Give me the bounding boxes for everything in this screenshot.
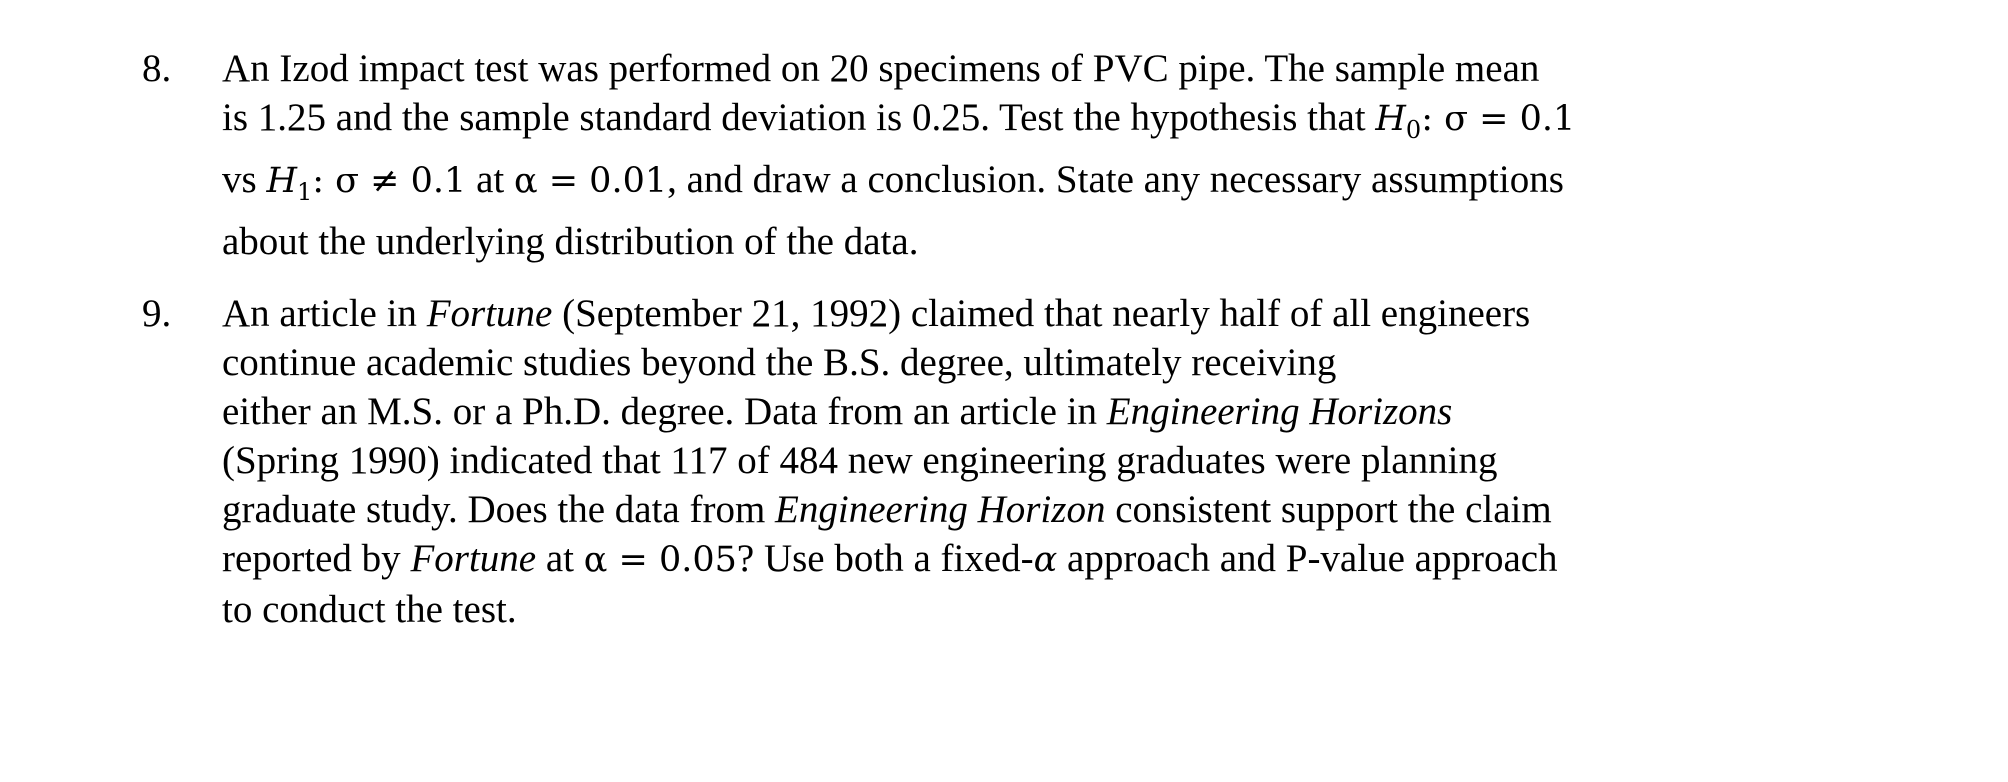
text-segment: continue academic studies beyond the B.S. degree, ultimately receiving [222,341,1337,384]
math-symbol: H [266,161,297,201]
alternative-hypothesis [266,161,467,206]
problem-line [222,485,1752,534]
text-segment: reported by [222,537,411,580]
math-symbol: H [1375,99,1406,139]
text-segment: at [466,158,514,201]
problem-number: 9. [142,292,172,335]
text-segment: (September 21, 1992) claimed that nearly half of all engineers [552,292,1531,335]
problem-line [222,534,1752,585]
text-segment: , and draw a conclusion. State any necessary assumptions [667,158,1564,201]
problem-line [222,217,1752,266]
math-symbol: α [1033,540,1058,580]
math-expression: : σ ≠ 0.1 [312,161,467,201]
text-segment: vs [222,158,267,201]
null-hypothesis [1375,99,1576,144]
text-segment: An article in [222,292,427,335]
problem-9 [142,289,1752,634]
problem-line [222,436,1752,485]
text-segment: at [536,537,584,580]
text-segment: is 1.25 and the sample standard deviation is 0.25. Test the hypothesis that [222,96,1376,139]
significance-level: α = 0.01 [513,161,668,201]
problem-8 [142,44,1752,266]
problem-line [222,585,1752,634]
problem-line [222,155,1752,217]
text-segment: about the underlying distribution of the data. [222,220,919,263]
text-segment: either an M.S. or a Ph.D. degree. Data from an article in [222,390,1107,433]
text-segment: to conduct the test. [222,588,517,631]
significance-level: α = 0.05 [583,540,737,580]
publication-title: Fortune [410,537,537,580]
math-subscript: 0 [1405,116,1422,144]
publication-title: Engineering Horizon [775,488,1106,531]
problem-number: 8. [142,47,172,90]
text-segment: (Spring 1990) indicated that 117 of 484 new engineering graduates were planning [222,439,1498,482]
text-segment: ? Use both a fixed- [736,537,1034,580]
publication-title: Engineering Horizons [1106,390,1453,433]
text-segment: consistent support the claim [1105,488,1552,531]
math-subscript: 1 [296,178,313,206]
publication-title: Fortune [426,292,553,335]
problem-line [222,93,1752,155]
problem-line [222,387,1752,436]
text-segment: approach and P-value approach [1057,537,1558,580]
problem-line [222,289,1752,338]
text-segment: An Izod impact test was performed on 20 specimens of PVC pipe. The sample mean [222,47,1540,90]
problem-line [222,338,1752,387]
text-segment: graduate study. Does the data from [222,488,776,531]
math-expression: : σ = 0.1 [1421,99,1576,139]
problem-line [222,44,1752,93]
